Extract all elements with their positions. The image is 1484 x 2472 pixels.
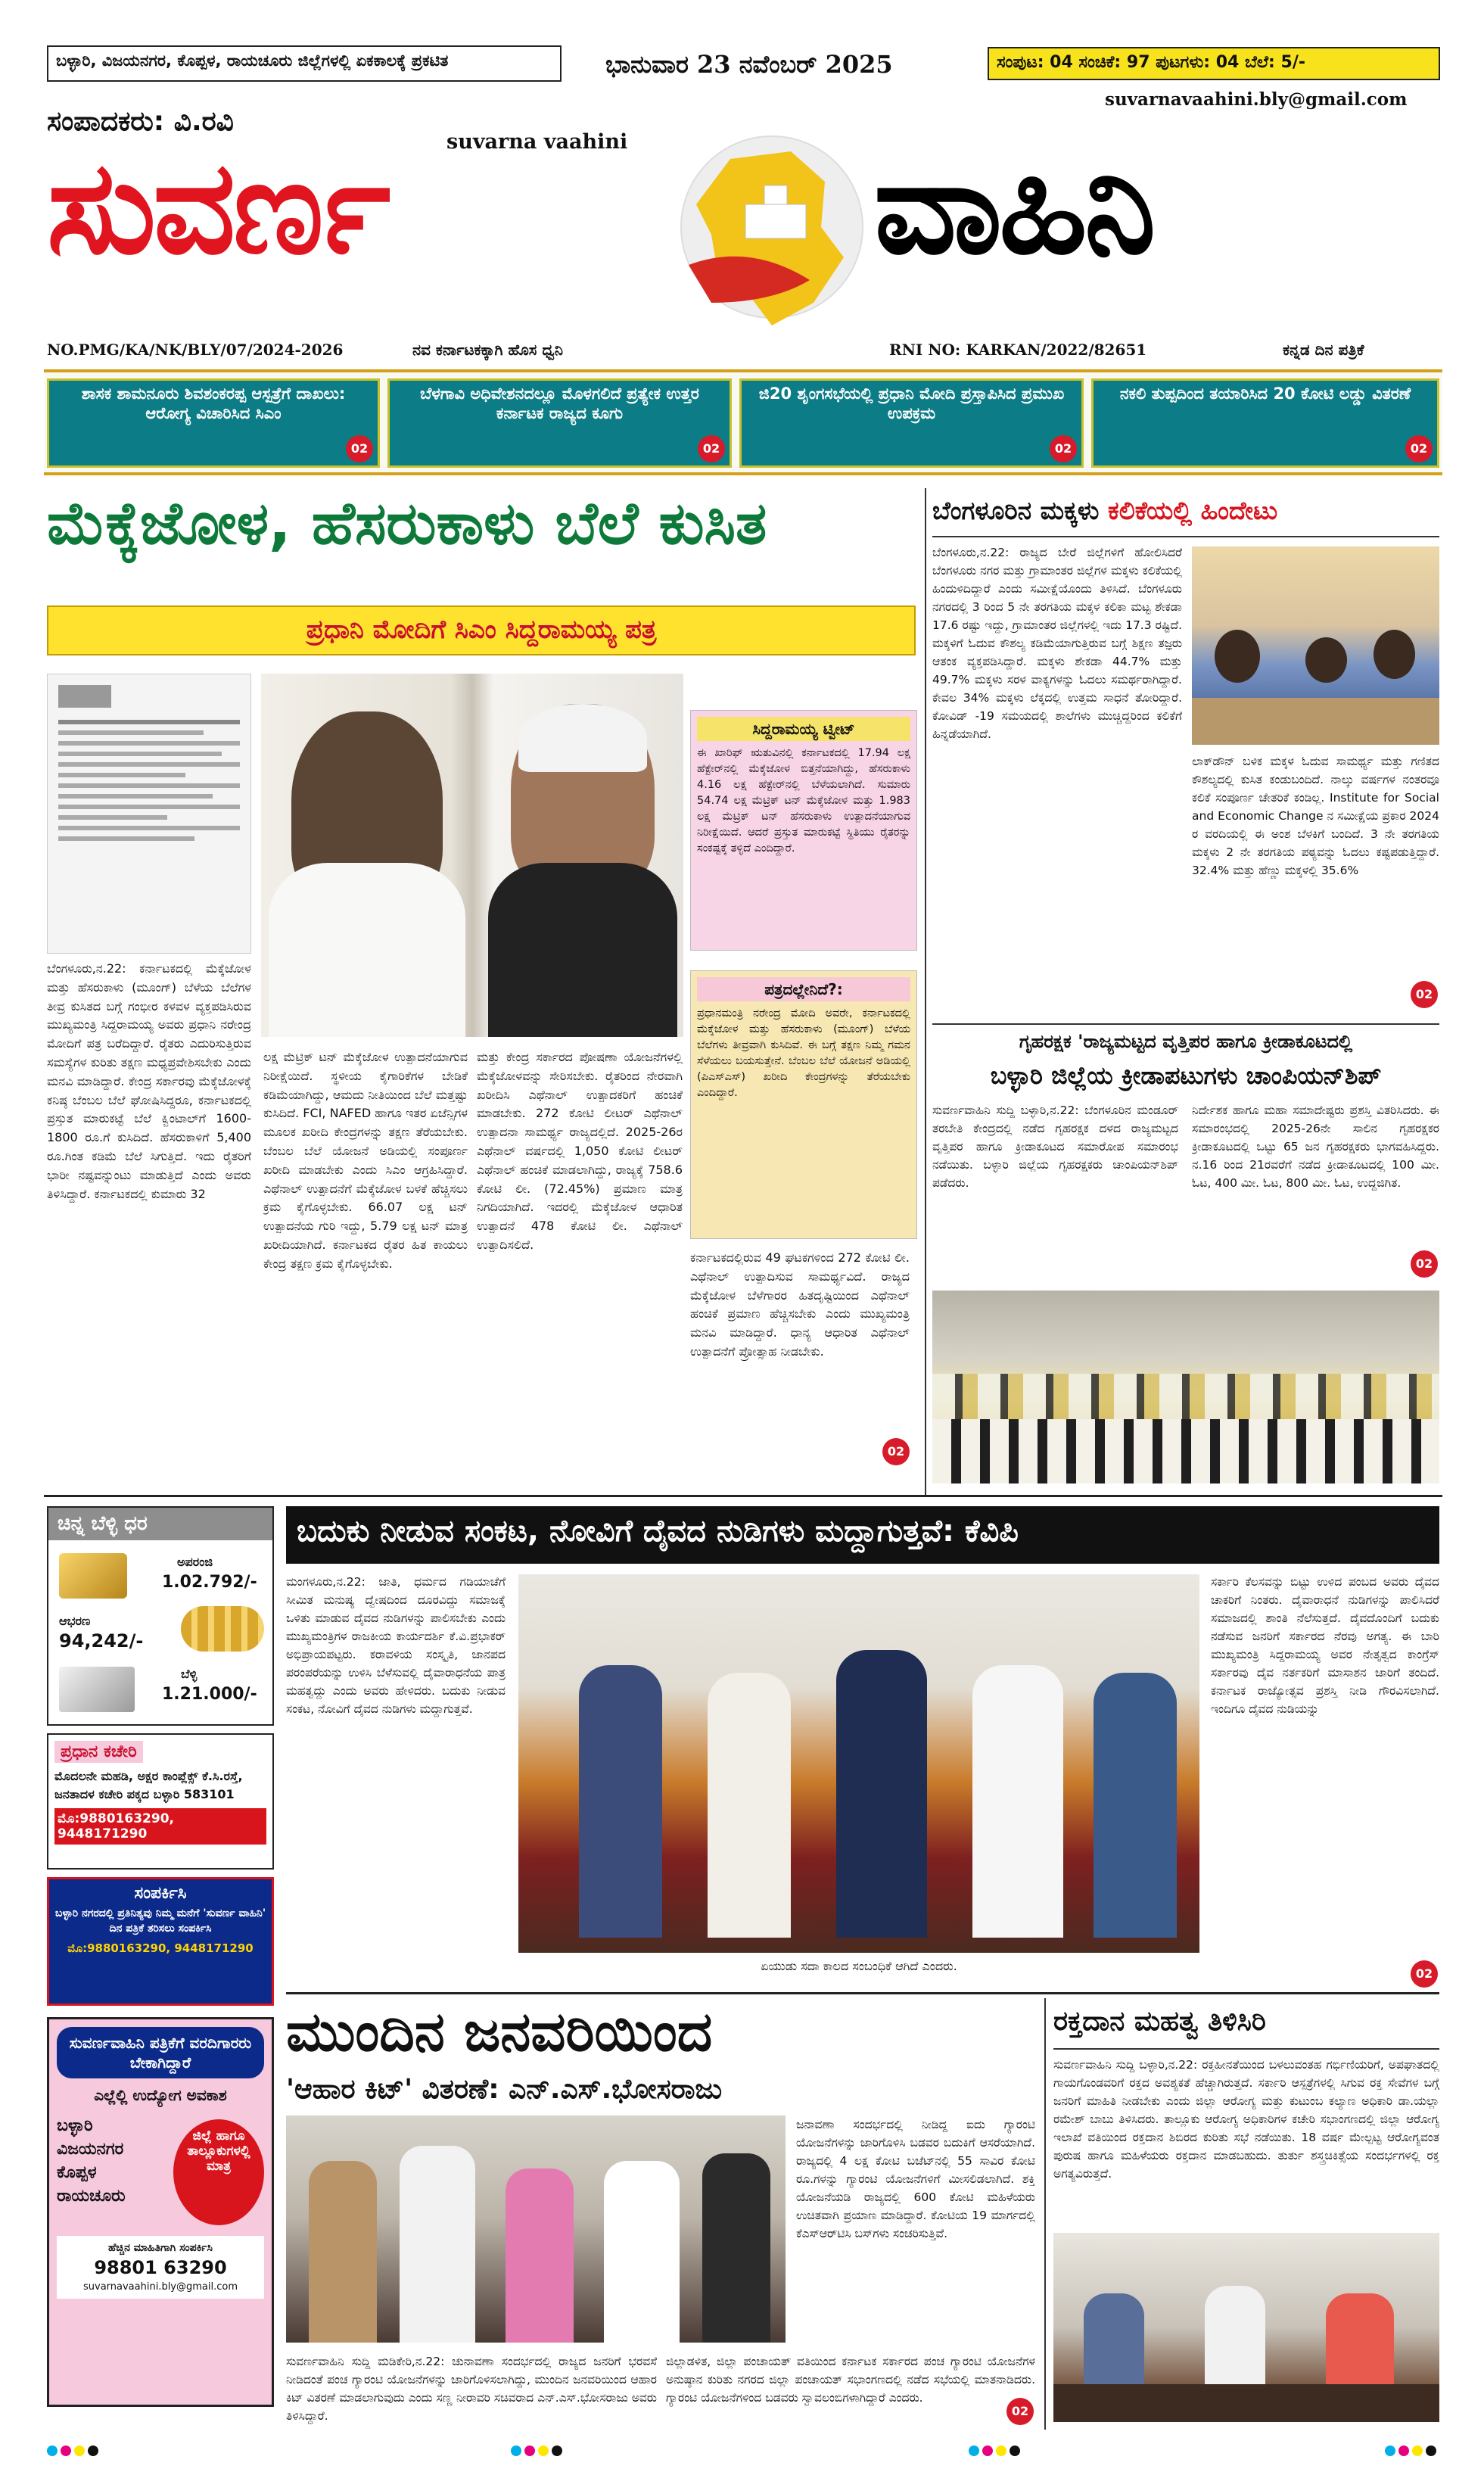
reporter-ad-title: ಸುವರ್ಣವಾಹಿನಿ ಪತ್ರಿಕೆಗೆ ವರದಿಗಾರರು ಬೇಕಾಗಿದ್ದಾರೆ [57, 2027, 264, 2078]
kids-headline-black: ಬೆಂಗಳೂರಿನ ಮಕ್ಕಳು [932, 496, 1100, 525]
sports-team-photo [932, 1290, 1439, 1484]
letter-text: ಪ್ರಧಾನಮಂತ್ರಿ ನರೇಂದ್ರ ಮೋದಿ ಅವರೇ, ಕರ್ನಾಟಕದಲ್ಲಿ ಮೆಕ್ಕೆಜೋಳ ಮತ್ತು ಹೆಸರುಕಾಳು (ಮೂಂಗ್) ಬೆಳೆಯ ಬೆಲೆಗಳು ತೀವ್ರವಾಗಿ ಕುಸಿದಿವೆ. ಈ ಬಗ್ಗೆ ತಕ್ಷಣ ನಿಮ್ಮ ಗಮನ ಸೆಳೆಯಲು ಬಯಸುತ್ತೇನೆ. ಬೆಂಬಲ ಬೆಲೆ ಯೋಜನೆ ಅಡಿಯಲ್ಲಿ (ಪಿಎಸ್‌ಎಸ್) ಖರೀದಿ ಕೇಂದ್ರಗಳನ್ನು ತೆರೆಯಬೇಕು ಎಂದಿದ್ದಾರೆ. [697, 1007, 910, 1100]
reporter-district-4: ರಾಯಚೂರು [57, 2187, 126, 2206]
newspaper-title-left: ಸುವರ್ಣ [47, 133, 388, 283]
teaser-1[interactable] [47, 378, 380, 468]
silver-price: 1.21.000/- [162, 1685, 257, 1704]
newspaper-title-right: ವಾಹಿನಿ [874, 133, 1153, 283]
ornament-price: 1.02.792/- [162, 1573, 257, 1592]
teaser-3-page: 02 [1050, 435, 1077, 462]
reporter-district-1: ಬಳ್ಳಾರಿ [57, 2116, 93, 2135]
lead-subhead: ಪ್ರಧಾನಿ ಮೋದಿಗೆ ಸಿಎಂ ಸಿದ್ದರಾಮಯ್ಯ ಪತ್ರ [306, 615, 657, 645]
section-divider-2 [286, 1992, 1439, 1994]
cm-letter-image [47, 674, 251, 954]
silver-label: ಬೆಳ್ಳಿ [181, 1667, 198, 1681]
districts-note: ಬಳ್ಳಾರಿ, ವಿಜಯನಗರ, ಕೊಪ್ಪಳ, ರಾಯಚೂರು ಜಿಲ್ಲೆಗಳಲ್ಲಿ ಏಕಕಾಲಕ್ಕೆ ಪ್ರಕಟಿತ [56, 51, 449, 70]
column-divider-bottom [1044, 1998, 1046, 2430]
kids-headline [932, 496, 1439, 526]
lead-col-4: ಕರ್ನಾಟಕದಲ್ಲಿರುವ 49 ಘಟಕಗಳಿಂದ 272 ಕೋಟಿ ಲೀ. ಎಥೆನಾಲ್ ಉತ್ಪಾದಿಸುವ ಸಾಮರ್ಥ್ಯವಿದೆ. ರಾಜ್ಯದ ಮೆಕ್ಕೆಜೋಳ ಬೆಳೆಗಾರರ ಹಿತದೃಷ್ಟಿಯಿಂದ ಎಥೆನಾಲ್ ಹಂಚಿಕೆ ಪ್ರಮಾಣ ಹೆಚ್ಚಿಸಬೇಕು ಎಂದು ಮುಖ್ಯಮಂತ್ರಿ ಮನವಿ ಮಾಡಿದ್ದಾರೆ. ಧಾನ್ಯ ಆಧಾರಿತ ಎಥೆನಾಲ್ ಉತ್ಪಾದನೆಗೆ ಪ್ರೋತ್ಸಾಹ ನೀಡಬೇಕು. [690, 1250, 910, 1359]
january-text-bottom-right: ಜಿಲ್ಲಾಡಳಿತ, ಜಿಲ್ಲಾ ಪಂಚಾಯತ್ ವತಿಯಿಂದ ಕರ್ನಾಟಕ ಸರ್ಕಾರದ ಪಂಚ ಗ್ಯಾರಂಟಿ ಯೋಜನೆಗಳ ಅನುಷ್ಠಾನ ಕುರಿತು ನಗರದ ಜಿಲ್ಲಾ ಪಂಚಾಯತ್ ಸಭಾಂಗಣದಲ್ಲಿ ನಡೆದ ಸಭೆಯಲ್ಲಿ ಮಾತನಾಡಿದರು. ಗ್ಯಾರಂಟಿ ಯೋಜನೆಗಳಿಂದ ಬಡವರು ಸ್ವಾವಲಂಬಿಗಳಾಗಿದ್ದಾರೆ ಎಂದರು. [666, 2355, 1035, 2405]
kvp-headline-box [286, 1506, 1439, 1564]
editor-name: ಸಂಪಾದಕರು: ವಿ.ರವಿ [47, 106, 234, 137]
ornament-label: ಅಪರಂಜಿ [177, 1555, 213, 1569]
reporter-callout: ಜಿಲ್ಲೆ ಹಾಗೂ ತಾಲ್ಲೂಕುಗಳಲ್ಲಿ ಮಾತ್ರ [173, 2119, 264, 2225]
sports-divider [932, 1023, 1439, 1025]
kvp-text-left: ಮಂಗಳೂರು,ನ.22: ಜಾತಿ, ಧರ್ಮದ ಗಡಿಯಾಚೆಗೆ ಸೀಮಿತ ಮನುಷ್ಯ ದ್ವೇಷದಿಂದ ದೂರವಿದ್ದು ಸಮಾಜಕ್ಕೆ ಒಳಿತು ಮಾಡುವ ದೈವದ ನುಡಿಗಳನ್ನು ಪಾಲಿಸಬೇಕು ಎಂದು ಮುಖ್ಯಮಂತ್ರಿಗಳ ರಾಜಕೀಯ ಕಾರ್ಯದರ್ಶಿ ಕೆ.ವಿ.ಪ್ರಭಾಕರ್ ಅಭಿಪ್ರಾಯಪಟ್ಟರು. ಕರಾವಳಿಯ ಸಂಸ್ಕೃತಿ, ಜಾನಪದ ಪರಂಪರೆಯನ್ನು ಉಳಿಸಿ ಬೆಳೆಸುವಲ್ಲಿ ದೈವಾರಾಧನೆಯ ಪಾತ್ರ ಮಹತ್ವದ್ದು ಎಂದು ಅವರು ಹೇಳಿದರು. ಬದುಕು ನೀಡುವ ಸಂಕಟ, ನೋವಿಗೆ ದೈವದ ನುಡಿಗಳು ಮದ್ದಾಗುತ್ತವೆ. [286, 1575, 506, 1717]
reporter-contact-label: ಹೆಚ್ಚಿನ ಮಾಹಿತಿಗಾಗಿ ಸಂಪರ್ಕಿಸಿ [108, 2242, 213, 2254]
kvp-continue[interactable]: 02 [1411, 1960, 1438, 1988]
blood-headline: ರಕ್ತದಾನ ಮಹತ್ವ ತಿಳಿಸಿರಿ [1053, 2006, 1266, 2037]
column-divider [925, 488, 926, 1495]
lead-headline: ಮೆಕ್ಕೆಜೋಳ, ಹೆಸರುಕಾಳು ಬೆಲೆ ಕುಸಿತ [47, 490, 767, 558]
silver-bar-image [59, 1667, 135, 1712]
contact-email: suvarnavaahini.bly@gmail.com [1105, 89, 1408, 110]
sports-continue[interactable]: 02 [1411, 1250, 1438, 1278]
teaser-4-text: ನಕಲಿ ತುಪ್ಪದಿಂದ ತಯಾರಿಸಿದ 20 ಕೋಟಿ ಲಡ್ಡು ವಿತರಣೆ [1119, 384, 1411, 403]
january-headline: ಮುಂದಿನ ಜನವರಿಯಿಂದ [286, 2000, 713, 2063]
teaser-3-text: ಜಿ20 ಶೃಂಗಸಭೆಯಲ್ಲಿ ಪ್ರಧಾನಿ ಮೋದಿ ಪ್ರಸ್ತಾಪಿಸಿದ ಪ್ರಮುಖ ಉಪಕ್ರಮ [758, 384, 1065, 423]
january-text-bottom-left: ಸುವರ್ಣವಾಹಿನಿ ಸುದ್ದಿ ಮಡಿಕೇರಿ,ನ.22: ಚುನಾವಣಾ ಸಂದರ್ಭದಲ್ಲಿ ರಾಜ್ಯದ ಜನರಿಗೆ ಭರವಸೆ ನೀಡಿದಂತೆ ಪಂಚ ಗ್ಯಾರಂಟಿ ಯೋಜನೆಗಳನ್ನು ಜಾರಿಗೊಳಿಸಲಾಗಿದ್ದು, ಮುಂದಿನ ಜನವರಿಯಿಂದ ಆಹಾರ ಕಿಟ್ ವಿತರಣೆ ಮಾಡಲಾಗುವುದು ಎಂದು ಸಣ್ಣ ನೀರಾವರಿ ಸಚಿವರಾದ ಎನ್.ಎಸ್.ಭೋಸರಾಜು ಅವರು ತಿಳಿಸಿದ್ದಾರೆ. [286, 2355, 657, 2424]
letter-title: ಪತ್ರದಲ್ಲೇನಿದೆ?: [697, 977, 910, 1001]
gold-bars-image [59, 1553, 127, 1599]
registration-marks-mid-right [969, 2445, 1023, 2459]
lead-col-3: ಮತ್ತು ಕೇಂದ್ರ ಸರ್ಕಾರದ ಪೋಷಣಾ ಯೋಜನೆಗಳಲ್ಲಿ ಮೆಕ್ಕೆಜೋಳವನ್ನು ಸೇರಿಸಬೇಕು. ರೈತರಿಂದ ನೇರವಾಗಿ ಖರೀದಿಸಿ ಎಥೆನಾಲ್ ಉತ್ಪಾದಕರಿಗೆ ಹಂಚಿಕೆ ಮಾಡಬೇಕು. 272 ಕೋಟಿ ಲೀಟರ್ ಎಥೆನಾಲ್ ಉತ್ಪಾದನಾ ಸಾಮರ್ಥ್ಯ ರಾಜ್ಯದಲ್ಲಿದೆ. 2025-26ರ ಎಥೆನಾಲ್ ವರ್ಷದಲ್ಲಿ 1,050 ಕೋಟಿ ಲೀಟರ್ ಎಥೆನಾಲ್ ಹಂಚಿಕೆ ಮಾಡಲಾಗಿದ್ದು, ರಾಜ್ಯಕ್ಕೆ 758.6 ಕೋಟಿ ಲೀ. (72.45%) ಪ್ರಮಾಣ ಮಾತ್ರ ನಿಗದಿಯಾಗಿದೆ. ಇದರಲ್ಲಿ ಮೆಕ್ಕೆಜೋಳ ಆಧಾರಿತ ಉತ್ಪಾದನೆ 478 ಕೋಟಿ ಲೀ. ಎಥೆನಾಲ್ ಉತ್ಪಾದಿಸಲಿದೆ. [477, 1050, 683, 1252]
rni-number: RNI NO: KARKAN/2022/82651 [889, 341, 1147, 359]
lead-continue[interactable]: 02 [882, 1438, 910, 1465]
january-subhead: 'ಆಹಾರ ಕಿಟ್' ವಿತರಣೆ: ಎನ್.ಎಸ್.ಭೋಸರಾಜು [286, 2074, 723, 2105]
sports-kicker: ಗೃಹರಕ್ಷಕ 'ರಾಜ್ಯಮಟ್ಟದ ವೃತ್ತಿಪರ ಹಾಗೂ ಕ್ರೀಡಾಕೂಟದಲ್ಲಿ [1019, 1031, 1353, 1052]
teaser-2[interactable] [387, 378, 732, 468]
lead-subhead-box [47, 606, 916, 655]
january-continue[interactable]: 02 [1006, 2398, 1034, 2425]
silver-price-box [47, 1506, 274, 1726]
issue-info: ಸಂಪುಟ: 04 ಸಂಚಿಕೆ: 97 ಪುಟಗಳು: 04 ಬೆಲೆ: 5/- [988, 47, 1440, 80]
contact-text: ಬಳ್ಳಾರಿ ನಗರದಲ್ಲಿ ಪ್ರತಿನಿತ್ಯವು ನಿಮ್ಮ ಮನೆಗೆ 'ಸುವರ್ಣ ವಾಹಿನಿ' ದಿನ ಪತ್ರಿಕೆ ತರಿಸಲು ಸಂಪರ್ಕಿಸಿ [54, 1907, 266, 1935]
masthead-english-name: suvarna vaahini [446, 130, 628, 154]
kvp-headline: ಬದುಕು ನೀಡುವ ಸಂಕಟ, ನೋವಿಗೆ ದೈವದ ನುಡಿಗಳು ಮದ್ದಾಗುತ್ತವೆ: ಕೆವಿಪಿ [297, 1514, 1019, 1549]
contact-title: ಸಂಪರ್ಕಿಸಿ [134, 1884, 187, 1903]
contact-box [47, 1877, 274, 2006]
kids-classroom-photo [1192, 546, 1439, 745]
kids-headline-red: ಕಲಿಕೆಯಲ್ಲಿ ಹಿಂದೇಟು [1107, 496, 1278, 525]
blood-text: ಸುವರ್ಣವಾಹಿನಿ ಸುದ್ದಿ ಬಳ್ಳಾರಿ,ನ.22: ರಕ್ತಹೀನತೆಯಿಂದ ಬಳಲುವಂತಹ ಗರ್ಭಿಣಿಯರಿಗೆ, ಅಪಘಾತದಲ್ಲಿ ಗಾಯಗೊಂಡವರಿಗೆ ರಕ್ತದ ಅವಶ್ಯಕತೆ ಹೆಚ್ಚಾಗಿರುತ್ತದೆ. ಸರ್ಕಾರಿ ಆಸ್ಪತ್ರೆಗಳಲ್ಲಿ ಸಿಗುವ ರಕ್ತ ಸೇವೆಗಳ ಬಗ್ಗೆ ಜನರಿಗೆ ಮಾಹಿತಿ ನೀಡಬೇಕು ಎಂದು ಜಿಲ್ಲಾ ಆರೋಗ್ಯ ಮತ್ತು ಕುಟುಂಬ ಕಲ್ಯಾಣ ಅಧಿಕಾರಿ ಡಾ.ಯಲ್ಲಾ ರಮೇಶ್ ಬಾಬು ತಿಳಿಸಿದರು. ತಾಲ್ಲೂಕು ಆರೋಗ್ಯ ಅಧಿಕಾರಿಗಳ ಕಚೇರಿ ಸಭಾಂಗಣದಲ್ಲಿ ಜಿಲ್ಲಾ ಆರೋಗ್ಯ ಇಲಾಖೆ ವತಿಯಿಂದ ರಕ್ತದಾನ ಶಿಬಿರದ ಕುರಿತು ಸಭೆ ನಡೆಯಿತು. 18 ವರ್ಷ ಮೇಲ್ಪಟ್ಟ ಆರೋಗ್ಯವಂತ ಪುರುಷ ಹಾಗೂ ಮಹಿಳೆಯರು ರಕ್ತದಾನ ಮಾಡಬಹುದು. ತುರ್ತು ಶಸ್ತ್ರಚಿಕಿತ್ಸೆಯ ಸಂದರ್ಭಗಳಲ್ಲಿ ರಕ್ತ ಅಗತ್ಯವಿರುತ್ತದೆ. [1053, 2058, 1439, 2181]
office-phone[interactable]: ಮೊ:9880163290, 9448171290 [54, 1808, 266, 1845]
teaser-2-page: 02 [698, 435, 725, 462]
daily-label: ಕನ್ನಡ ದಿನ ಪತ್ರಿಕೆ [1283, 341, 1364, 359]
kids-text-right: ಲಾಕ್‌ಡೌನ್ ಬಳಿಕ ಮಕ್ಕಳ ಓದುವ ಸಾಮರ್ಥ್ಯ ಮತ್ತು ಗಣಿತದ ಕೌಶಲ್ಯದಲ್ಲಿ ಕುಸಿತ ಕಂಡುಬಂದಿದೆ. ನಾಲ್ಕು ವರ್ಷಗಳ ನಂತರವೂ ಕಲಿಕೆ ಸಂಪೂರ್ಣ ಚೇತರಿಕೆ ಕಂಡಿಲ್ಲ. Institute for Social and Economic Change ನ ಸಮೀಕ್ಷೆಯ ಪ್ರಕಾರ 2024 ರ ವರದಿಯಲ್ಲಿ ಈ ಅಂಶ ಬೆಳಕಿಗೆ ಬಂದಿದೆ. 3 ನೇ ತರಗತಿಯ ಮಕ್ಕಳು 2 ನೇ ತರಗತಿಯ ಪಠ್ಯವನ್ನು ಓದಲು ಕಷ್ಟಪಡುತ್ತಿದ್ದಾರೆ. 32.4% ಮತ್ತು ಹೆಣ್ಣು ಮಕ್ಕಳಲ್ಲಿ 35.6% [1192, 755, 1439, 878]
silver-title: ಚಿನ್ನ ಬೆಳ್ಳಿ ಧರ [48, 1508, 272, 1540]
teaser-3[interactable] [739, 378, 1084, 468]
lead-col-1: ಬೆಂಗಳೂರು,ನ.22: ಕರ್ನಾಟಕದಲ್ಲಿ ಮೆಕ್ಕೆಜೋಳ ಮತ್ತು ಹೆಸರುಕಾಳು (ಮೂಂಗ್) ಬೆಳೆಯ ಬೆಲೆಗಳ ತೀವ್ರ ಕುಸಿತದ ಬಗ್ಗೆ ಗಂಭೀರ ಕಳವಳ ವ್ಯಕ್ತಪಡಿಸಿರುವ ಮುಖ್ಯಮಂತ್ರಿ ಸಿದ್ದರಾಮಯ್ಯ ಅವರು ಪ್ರಧಾನಿ ನರೇಂದ್ರ ಮೋದಿಗೆ ಪತ್ರ ಬರೆದಿದ್ದಾರೆ. ರೈತರು ಎದುರಿಸುತ್ತಿರುವ ಸಮಸ್ಯೆಗಳ ಕುರಿತು ತಕ್ಷಣ ಮಧ್ಯಪ್ರವೇಶಿಸಬೇಕು ಎಂದು ಮನವಿ ಮಾಡಿದ್ದಾರೆ. ಕೇಂದ್ರ ಸರ್ಕಾರವು ಮೆಕ್ಕೆಜೋಳಕ್ಕೆ ಕನಿಷ್ಠ ಬೆಂಬಲ ಬೆಲೆ ಘೋಷಿಸಿದ್ದರೂ, ಕರ್ನಾಟಕದಲ್ಲಿ ಪ್ರಸ್ತುತ ಮಾರುಕಟ್ಟೆ ಬೆಲೆ ಕ್ವಿಂಟಾಲ್‌ಗೆ 1600-1800 ರೂ.ಗೆ ಕುಸಿದಿದೆ. ಹೆಸರುಕಾಳಿಗೆ 5,400 ರೂ.ಗಿಂತ ಕಡಿಮೆ ಬೆಲೆ ಸಿಗುತ್ತಿದೆ. ಇದು ರೈತರಿಗೆ ಭಾರೀ ನಷ್ಟವನ್ನುಂಟು ಮಾಡುತ್ತಿದೆ ಎಂದು ಅವರು ತಿಳಿಸಿದ್ದಾರೆ. ಕರ್ನಾಟಕದಲ್ಲಿ ಕುಮಾರು 32 [47, 961, 251, 1201]
kids-divider [932, 536, 1439, 537]
tweet-title: ಸಿದ್ದರಾಮಯ್ಯ ಟ್ವೀಟ್ [697, 717, 910, 741]
reporter-district-3: ಕೊಪ್ಪಳ [57, 2163, 97, 2182]
blood-divider [1053, 2048, 1439, 2050]
kids-text-left: ಬೆಂಗಳೂರು,ನ.22: ರಾಜ್ಯದ ಬೇರೆ ಜಿಲ್ಲೆಗಳಿಗೆ ಹೋಲಿಸಿದರೆ ಬೆಂಗಳೂರು ನಗರ ಮತ್ತು ಗ್ರಾಮಾಂತರ ಜಿಲ್ಲೆಗಳ ಮಕ್ಕಳು ಕಲಿಕೆಯಲ್ಲಿ ಹಿಂದುಳಿದಿದ್ದಾರೆ ಎಂದು ಸಮೀಕ್ಷೆಯೊಂದು ತಿಳಿಸಿದೆ. ಬೆಂಗಳೂರು ನಗರದಲ್ಲಿ 3 ರಿಂದ 5 ನೇ ತರಗತಿಯ ಮಕ್ಕಳ ಕಲಿಕಾ ಮಟ್ಟ ಶೇಕಡಾ 17.6 ರಷ್ಟು ಇದ್ದು, ಗ್ರಾಮಾಂತರ ಜಿಲ್ಲೆಗಳಲ್ಲಿ ಇದು 17.3 ರಷ್ಟಿದೆ. ಮಕ್ಕಳಿಗೆ ಓದುವ ಕೌಶಲ್ಯ ಕಡಿಮೆಯಾಗುತ್ತಿರುವ ಬಗ್ಗೆ ಶಿಕ್ಷಣ ತಜ್ಞರು ಆತಂಕ ವ್ಯಕ್ತಪಡಿಸಿದ್ದಾರೆ. ಮಕ್ಕಳು ಶೇಕಡಾ 44.7% ಮತ್ತು 49.7% ಮಕ್ಕಳು ಸರಳ ವಾಕ್ಯಗಳನ್ನು ಓದಲು ಸಮರ್ಥರಾಗಿದ್ದಾರೆ. ಕೇವಲ 34% ಮಕ್ಕಳು ಲೆಕ್ಕದಲ್ಲಿ ಉತ್ತಮ ಸಾಧನೆ ತೋರಿದ್ದಾರೆ. ಕೋವಿಡ್ -19 ಸಮಯದಲ್ಲಿ ಶಾಲೆಗಳು ಮುಚ್ಚಿದ್ದರಿಂದ ಕಲಿಕೆಗೆ ಹಿನ್ನಡೆಯಾಗಿದೆ. [932, 546, 1182, 742]
office-title: ಪ್ರಧಾನ ಕಚೇರಿ [54, 1741, 143, 1763]
kvp-caption: ಏಯುಡು ಸದಾ ಕಾಲದ ಸಂಬಂಧಿಕೆ ಆಗಿದೆ ಎಂದರು. [761, 1959, 957, 1973]
sports-text-right: ನಿರ್ದೇಶಕ ಹಾಗೂ ಮಹಾ ಸಮಾದೇಷ್ಟರು ಪ್ರಶಸ್ತಿ ವಿತರಿಸಿದರು. ಈ ಸಮಾರಂಭದಲ್ಲಿ 2025-26ನೇ ಸಾಲಿನ ಗೃಹರಕ್ಷಕರ ಕ್ರೀಡಾಕೂಟದಲ್ಲಿ ಒಟ್ಟು 65 ಜನ ಗೃಹರಕ್ಷಕರು ಭಾಗವಹಿಸಿದ್ದರು. ನ.16 ರಿಂದ 21ರವರೆಗೆ ನಡೆದ ಕ್ರೀಡಾಕೂಟದಲ್ಲಿ 100 ಮೀ. ಓಟ, 400 ಮೀ. ಓಟ, 800 ಮೀ. ಓಟ, ಉದ್ದಜಿಗಿತ. [1192, 1104, 1439, 1191]
tweet-text: ಈ ಖಾರಿಫ್ ಋತುವಿನಲ್ಲಿ ಕರ್ನಾಟಕದಲ್ಲಿ 17.94 ಲಕ್ಷ ಹೆಕ್ಟೇರ್‌ನಲ್ಲಿ ಮೆಕ್ಕೆಜೋಳ ಬಿತ್ತನೆಯಾಗಿದ್ದು, ಹೆಸರುಕಾಳು 4.16 ಲಕ್ಷ ಹೆಕ್ಟೇರ್‌ನಲ್ಲಿ ಬೆಳೆಯಲಾಗಿದೆ. ಸುಮಾರು 54.74 ಲಕ್ಷ ಮೆಟ್ರಿಕ್ ಟನ್ ಮೆಕ್ಕೆಜೋಳ ಮತ್ತು 1.983 ಲಕ್ಷ ಮೆಟ್ರಿಕ್ ಟನ್ ಹೆಸರುಕಾಳು ಉತ್ಪಾದನೆಯಾಗುವ ನಿರೀಕ್ಷೆಯಿದೆ. ಆದರೆ ಪ್ರಸ್ತುತ ಮಾರುಕಟ್ಟೆ ಸ್ಥಿತಿಯು ರೈತರನ್ನು ಸಂಕಷ್ಟಕ್ಕೆ ತಳ್ಳಿದೆ ಎಂದಿದ್ದಾರೆ. [697, 747, 910, 855]
karnataka-map-logo [658, 129, 878, 341]
office-box [47, 1733, 274, 1870]
section-divider-1 [44, 1495, 1442, 1497]
registration-marks-mid-left [511, 2445, 565, 2459]
sports-headline: ಬಳ್ಳಾರಿ ಜಿಲ್ಲೆಯ ಕ್ರೀಡಾಪಟುಗಳು ಚಾಂಪಿಯನ್‌ಶಿಪ್ [990, 1061, 1382, 1090]
cm-pm-photo [261, 674, 683, 1037]
teaser-4[interactable] [1091, 378, 1439, 468]
sports-text-left: ಸುವರ್ಣವಾಹಿನಿ ಸುದ್ದಿ ಬಳ್ಳಾರಿ,ನ.22: ಬೆಂಗಳೂರಿನ ಮಂಡೂರ್ ತರಬೇತಿ ಕೇಂದ್ರದಲ್ಲಿ ನಡೆದ ಗೃಹರಕ್ಷಕ ದಳದ ರಾಜ್ಯಮಟ್ಟದ ವೃತ್ತಿಪರ ಹಾಗೂ ಕ್ರೀಡಾಕೂಟದ ಸಮಾರೋಪ ಸಮಾರಂಭ ನಡೆಯಿತು. ಬಳ್ಳಾರಿ ಜಿಲ್ಲೆಯ ಗೃಹರಕ್ಷಕರು ಚಾಂಪಿಯನ್‌ಶಿಪ್ ಪಡೆದರು. [932, 1104, 1178, 1191]
reporter-ad-subtitle: ಎಲ್ಲೆಲ್ಲಿ ಉದ್ಯೋಗ ಅವಕಾಶ [94, 2086, 227, 2104]
reporter-phone[interactable]: 98801 63290 [94, 2257, 227, 2278]
kvp-event-photo [518, 1574, 1199, 1953]
gold-label: ಆಭರಣ [59, 1614, 91, 1628]
teaser-1-text: ಶಾಸಕ ಶಾಮನೂರು ಶಿವಶಂಕರಪ್ಪ ಆಸ್ಪತ್ರೆಗೆ ದಾಖಲು: ಆರೋಗ್ಯ ವಿಚಾರಿಸಿದ ಸಿಎಂ [81, 384, 346, 423]
reporter-district-2: ವಿಜಯನಗರ [57, 2140, 124, 2159]
contact-phone[interactable]: ಮೊ:9880163290, 9448171290 [67, 1941, 254, 1955]
teaser-4-page: 02 [1405, 435, 1433, 462]
letter-box [690, 970, 917, 1239]
teaser-2-text: ಬೆಳಗಾವಿ ಅಧಿವೇಶನದಲ್ಲೂ ಮೊಳಗಲಿದೆ ಪ್ರತ್ಯೇಕ ಉತ್ತರ ಕರ್ನಾಟಕ ರಾಜ್ಯದ ಕೂಗು [420, 384, 699, 423]
registration-marks-right [1385, 2445, 1439, 2459]
reporter-email[interactable]: suvarnavaahini.bly@gmail.com [82, 2281, 238, 2293]
lead-col-2: ಲಕ್ಷ ಮೆಟ್ರಿಕ್ ಟನ್ ಮೆಕ್ಕೆಜೋಳ ಉತ್ಪಾದನೆಯಾಗುವ ನಿರೀಕ್ಷೆಯಿದೆ. ಸ್ಥಳೀಯ ಕೈಗಾರಿಕೆಗಳ ಬೇಡಿಕೆ ಕಡಿಮೆಯಾಗಿದ್ದು, ಆಮದು ನೀತಿಯಿಂದ ಬೆಲೆ ಮತ್ತಷ್ಟು ಕುಸಿದಿದೆ. FCI, NAFED ಹಾಗೂ ಇತರ ಏಜೆನ್ಸಿಗಳ ಮೂಲಕ ಖರೀದಿ ಕೇಂದ್ರಗಳನ್ನು ತಕ್ಷಣ ತೆರೆಯಬೇಕು. ಬೆಂಬಲ ಬೆಲೆ ಯೋಜನೆ ಅಡಿಯಲ್ಲಿ ಸಂಪೂರ್ಣ ಖರೀದಿ ಮಾಡಬೇಕು ಎಂದು ಸಿಎಂ ಆಗ್ರಹಿಸಿದ್ದಾರೆ. ಎಥೆನಾಲ್ ಉತ್ಪಾದನೆಗೆ ಮೆಕ್ಕೆಜೋಳ ಬಳಕೆ ಹೆಚ್ಚಿಸಲು ಕ್ರಮ ಕೈಗೊಳ್ಳಬೇಕು. 66.07 ಲಕ್ಷ ಟನ್ ಉತ್ಪಾದನೆಯ ಗುರಿ ಇದ್ದು, 5.79 ಲಕ್ಷ ಟನ್ ಮಾತ್ರ ಖರೀದಿಯಾಗಿದೆ. ಕರ್ನಾಟಕದ ರೈತರ ಹಿತ ಕಾಯಲು ಕೇಂದ್ರ ತಕ್ಷಣ ಕ್ರಮ ಕೈಗೊಳ್ಳಬೇಕು. [263, 1050, 468, 1271]
gold-bangles-image [181, 1606, 264, 1652]
registration-marks-left [47, 2445, 101, 2459]
kvp-text-right: ಸರ್ಕಾರಿ ಕೆಲಸವನ್ನು ಬಿಟ್ಟು ಉಳಿದ ಪಂಬದ ಅವರು ದೈವದ ಚಾಕರಿಗೆ ನಿಂತರು. ದೈವಾರಾಧನೆ ನುಡಿಗಳನ್ನು ಪಾಲಿಸಿದರೆ ಸಮಾಜದಲ್ಲಿ ಶಾಂತಿ ನೆಲೆಸುತ್ತದೆ. ದೈವದೊಂದಿಗೆ ಬದುಕು ನಡೆಸುವ ಜನರಿಗೆ ಸರ್ಕಾರದ ನೆರವು ಅಗತ್ಯ. ಈ ಬಾರಿ ಮುಖ್ಯಮಂತ್ರಿ ಸಿದ್ದರಾಮಯ್ಯ ಅವರ ನೇತೃತ್ವದ ಕಾಂಗ್ರೆಸ್ ಸರ್ಕಾರವು ದೈವ ನರ್ತಕರಿಗೆ ಮಾಸಾಶನ ಜಾರಿಗೆ ತಂದಿದೆ. ಕರ್ನಾಟಕ ರಾಜ್ಯೋತ್ಸವ ಪ್ರಶಸ್ತಿ ನೀಡಿ ಗೌರವಿಸಲಾಗಿದೆ. ಇಂದಿಗೂ ದೈವದ ನುಡಿಯನ್ನು [1211, 1575, 1439, 1717]
issue-date: ಭಾನುವಾರ 23 ನವೆಂಬರ್ 2025 [605, 50, 893, 79]
january-event-photo [286, 2116, 786, 2343]
postal-reg-number: NO.PMG/KA/NK/BLY/07/2024-2026 [47, 341, 344, 359]
reporter-ad [47, 2017, 274, 2407]
tweet-box [690, 710, 917, 951]
tagline: ನವ ಕರ್ನಾಟಕಕ್ಕಾಗಿ ಹೊಸ ಧ್ವನಿ [412, 341, 564, 359]
office-address: ಮೊದಲನೇ ಮಹಡಿ, ಅಕ್ಷರ ಕಾಂಪ್ಲೆಕ್ಸ್ ಕೆ.ಸಿ.ರಸ್ತೆ, ಜನತಾದಳ ಕಚೇರಿ ಪಕ್ಕದ ಬಳ್ಳಾರಿ 583101 [54, 1769, 243, 1801]
gold-price: 94,242/- [59, 1630, 144, 1652]
kids-continue[interactable]: 02 [1411, 981, 1438, 1008]
blood-meeting-photo [1053, 2233, 1439, 2422]
teaser-1-page: 02 [346, 435, 373, 462]
january-text-right: ಜನಾವಣಾ ಸಂದರ್ಭದಲ್ಲಿ ನೀಡಿದ್ದ ಐದು ಗ್ಯಾರಂಟಿ ಯೋಜನೆಗಳನ್ನು ಜಾರಿಗೊಳಿಸಿ ಬಡವರ ಬದುಕಿಗೆ ಆಸರೆಯಾಗಿದೆ. ರಾಜ್ಯದಲ್ಲಿ 4 ಲಕ್ಷ ಕೋಟಿ ಬಜೆಟ್‌ನಲ್ಲಿ 55 ಸಾವಿರ ಕೋಟಿ ರೂ.ಗಳನ್ನು ಗ್ಯಾರಂಟಿ ಯೋಜನೆಗಳಿಗೆ ಮೀಸಲಿಡಲಾಗಿದೆ. ಶಕ್ತಿ ಯೋಜನೆಯಡಿ ರಾಜ್ಯದಲ್ಲಿ 600 ಕೋಟಿ ಮಹಿಳೆಯರು ಉಚಿತವಾಗಿ ಪ್ರಯಾಣ ಮಾಡಿದ್ದಾರೆ. ಕೋಟಿಯ 19 ಮಾರ್ಗದಲ್ಲಿ ಕೆಎಸ್‌ಆರ್‌ಟಿಸಿ ಬಸ್‌ಗಳು ಸಂಚರಿಸುತ್ತಿವೆ. [796, 2118, 1035, 2241]
districts-note-box [47, 45, 562, 82]
